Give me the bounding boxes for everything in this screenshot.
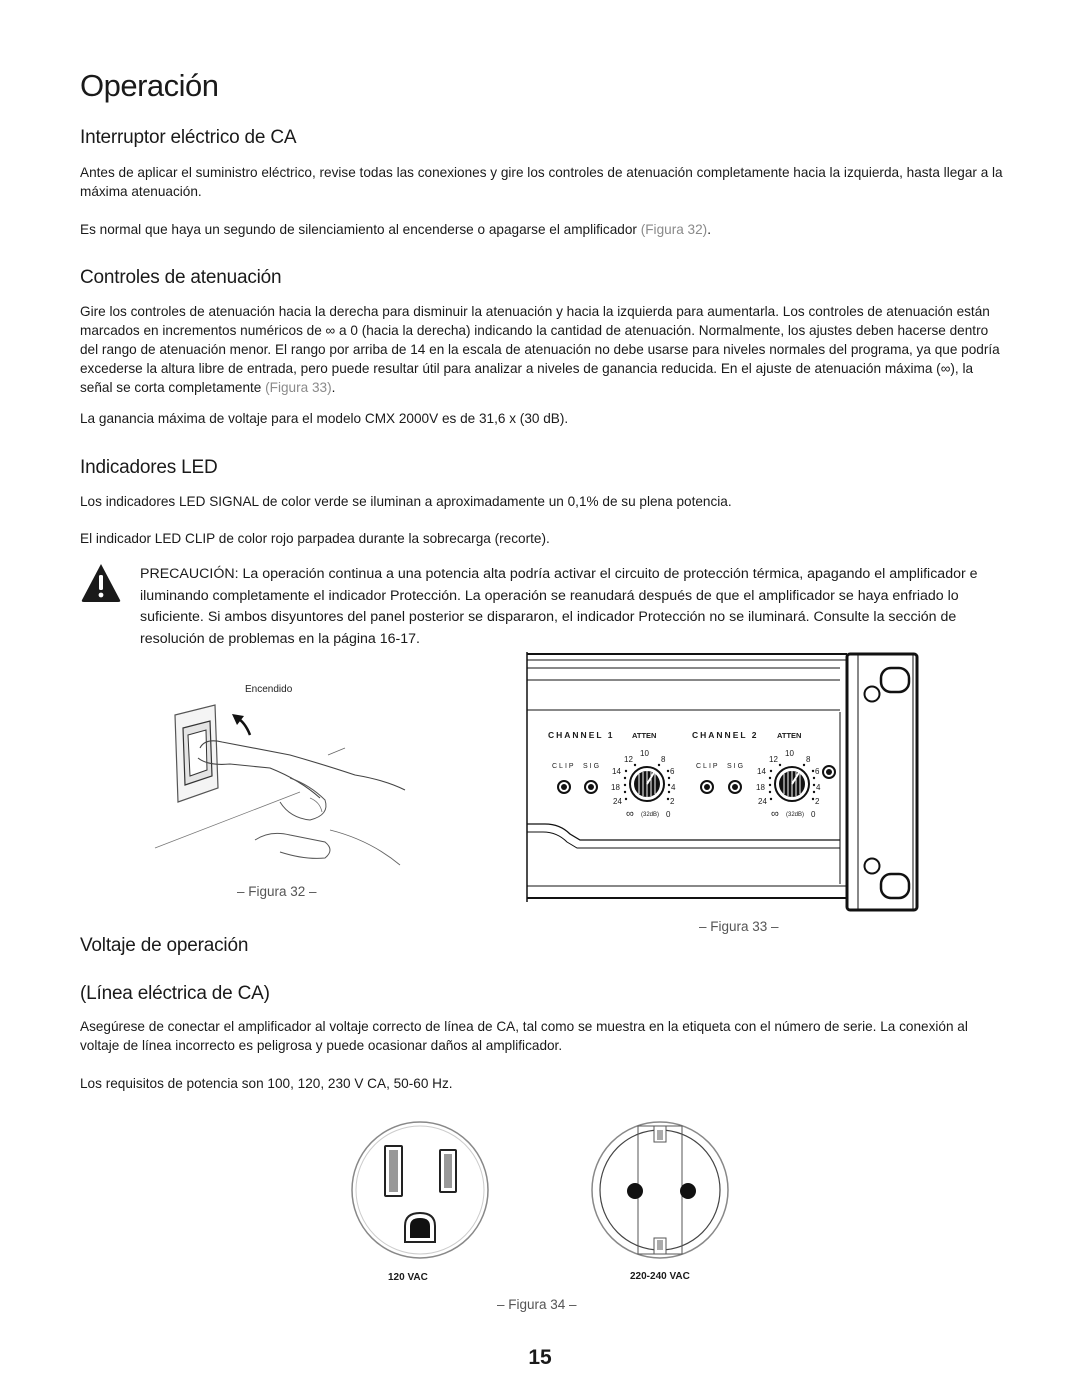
figure-32-caption: – Figura 32 – xyxy=(237,884,317,899)
figure-33-reference: (Figura 33) xyxy=(265,380,332,395)
channel-1-atten-label: ATTEN xyxy=(632,731,657,740)
figure-33-caption: – Figura 33 – xyxy=(699,919,779,934)
figure-32 xyxy=(150,680,420,870)
ch1-scale-0: 0 xyxy=(666,810,671,819)
ch2-scale-18: 18 xyxy=(756,783,765,792)
section-heading-voltage: Voltaje de operación xyxy=(80,935,249,956)
ch2-scale-6: 6 xyxy=(815,767,820,776)
warning-paragraph: PRECAUCIÓN: La operación continua a una potencia alta podría activar el circuito de protección térmica, apagando el amplificador e iluminando completamente el indicador Protección. La operación se reanudará después de que el amplificador se haya enfriado lo suficiente. Si ambos disyuntores del panel posterior se dispararon, el indicador Protección no se iluminará. Consulte la sección de resolución de problemas en la página 16-17. xyxy=(140,566,978,647)
ch2-scale-0: 0 xyxy=(811,810,816,819)
ch2-scale-8: 8 xyxy=(806,755,811,764)
section-heading-attenuation: Controles de atenuación xyxy=(80,267,282,288)
figure-33-panel-illustration xyxy=(515,652,920,912)
ch1-scale-24: 24 xyxy=(613,797,622,806)
led-paragraph-1: Los indicadores LED SIGNAL de color verde se iluminan a aproximadamente un 0,1% de su plena potencia. xyxy=(80,494,732,509)
channel-1-clip-label: CLIP xyxy=(552,763,576,770)
figure-34-label-120: 120 VAC xyxy=(388,1272,428,1283)
channel-1-label: CHANNEL 1 xyxy=(548,730,615,740)
ch2-scale-10: 10 xyxy=(785,749,794,758)
voltage-paragraph-2: Los requisitos de potencia son 100, 120, 230 V CA, 50-60 Hz. xyxy=(80,1076,453,1091)
channel-1-sig-label: SIG xyxy=(583,763,602,770)
figure-34-caption: – Figura 34 – xyxy=(497,1297,577,1312)
figure-33 xyxy=(515,652,920,912)
led-paragraph-2: El indicador LED CLIP de color rojo parpadea durante la sobrecarga (recorte). xyxy=(80,531,550,546)
ch2-scale-24: 24 xyxy=(758,797,767,806)
ch2-scale-14: 14 xyxy=(757,767,766,776)
ch2-scale-db: (32dB) xyxy=(786,812,805,818)
figure-34-label-220: 220-240 VAC xyxy=(630,1271,690,1282)
figure-34-outlets xyxy=(348,1118,730,1268)
channel-2-label: CHANNEL 2 xyxy=(692,730,759,740)
page-title: Operación xyxy=(80,68,219,103)
channel-2-atten-label: ATTEN xyxy=(777,731,802,740)
figure-32-illustration xyxy=(150,680,420,870)
ch1-scale-18: 18 xyxy=(611,783,620,792)
ch2-scale-12: 12 xyxy=(769,755,778,764)
attenuation-paragraph-1-text: Gire los controles de atenuación hacia la derecha para disminuir la atenuación y hacia la izquierda para aumentarla. Los controles de atenuación están marcados en incrementos numéricos de ∞ a 0 (hacia la derecha) indicando la cantidad de atenuación. Normalmente, los ajustes deben hacerse dentro del rango de atenuación menor. El rango por arriba de 14 en la escala de atenuación no debe usarse para niveles normales del programa, ya que podría excederse la altura libre de entrada, pero puede resultar útil para analizar a niveles de ganancia reducida. En el ajuste de atenuación máxima (∞), la señal se corta completamente xyxy=(80,304,1000,395)
figure-32-reference: (Figura 32) xyxy=(640,222,708,237)
channel-2-clip-label: CLIP xyxy=(696,763,720,770)
ch1-scale-db: (32dB) xyxy=(641,812,660,818)
ch1-scale-2: 2 xyxy=(670,797,675,806)
power-switch-paragraph-2-end: . xyxy=(707,222,711,237)
power-switch-paragraph-1: Antes de aplicar el suministro eléctrico, revise todas las conexiones y gire los controles de atenuación completamente hacia la izquierda, hasta llegar a la máxima atenuación. xyxy=(80,165,1003,199)
section-subheading-voltage: (Línea eléctrica de CA) xyxy=(80,983,270,1004)
power-switch-paragraph-2-text: Es normal que haya un segundo de silenciamiento al encenderse o apagarse el amplificador xyxy=(80,222,641,237)
ch1-scale-4: 4 xyxy=(671,783,676,792)
figure-32-label-on: Encendido xyxy=(245,684,293,695)
ch1-scale-inf: ∞ xyxy=(626,808,634,820)
channel-2-sig-label: SIG xyxy=(727,763,746,770)
section-heading-power-switch: Interruptor eléctrico de CA xyxy=(80,127,297,148)
ch1-scale-8: 8 xyxy=(661,755,666,764)
section-heading-led: Indicadores LED xyxy=(80,457,218,478)
ch2-scale-4: 4 xyxy=(816,783,821,792)
ch1-scale-12: 12 xyxy=(624,755,633,764)
ch1-scale-14: 14 xyxy=(612,767,621,776)
ch2-scale-inf: ∞ xyxy=(771,808,779,820)
warning-triangle-icon xyxy=(80,562,122,604)
power-switch-paragraph-2 xyxy=(80,220,1005,239)
attenuation-paragraph-1 xyxy=(80,302,1005,397)
ch1-scale-6: 6 xyxy=(670,767,675,776)
attenuation-paragraph-2: La ganancia máxima de voltaje para el modelo CMX 2000V es de 31,6 x (30 dB). xyxy=(80,411,569,426)
ch1-scale-10: 10 xyxy=(640,749,649,758)
voltage-paragraph-1: Asegúrese de conectar el amplificador al voltaje correcto de línea de CA, tal como se muestra en la etiqueta con el número de serie. La conexión al voltaje de línea incorrecto es peligrosa y puede ocasionar daños al amplificador. xyxy=(80,1019,968,1053)
page-number: 15 xyxy=(528,1346,552,1369)
ch2-scale-2: 2 xyxy=(815,797,820,806)
attenuation-paragraph-1-end: . xyxy=(331,380,336,395)
